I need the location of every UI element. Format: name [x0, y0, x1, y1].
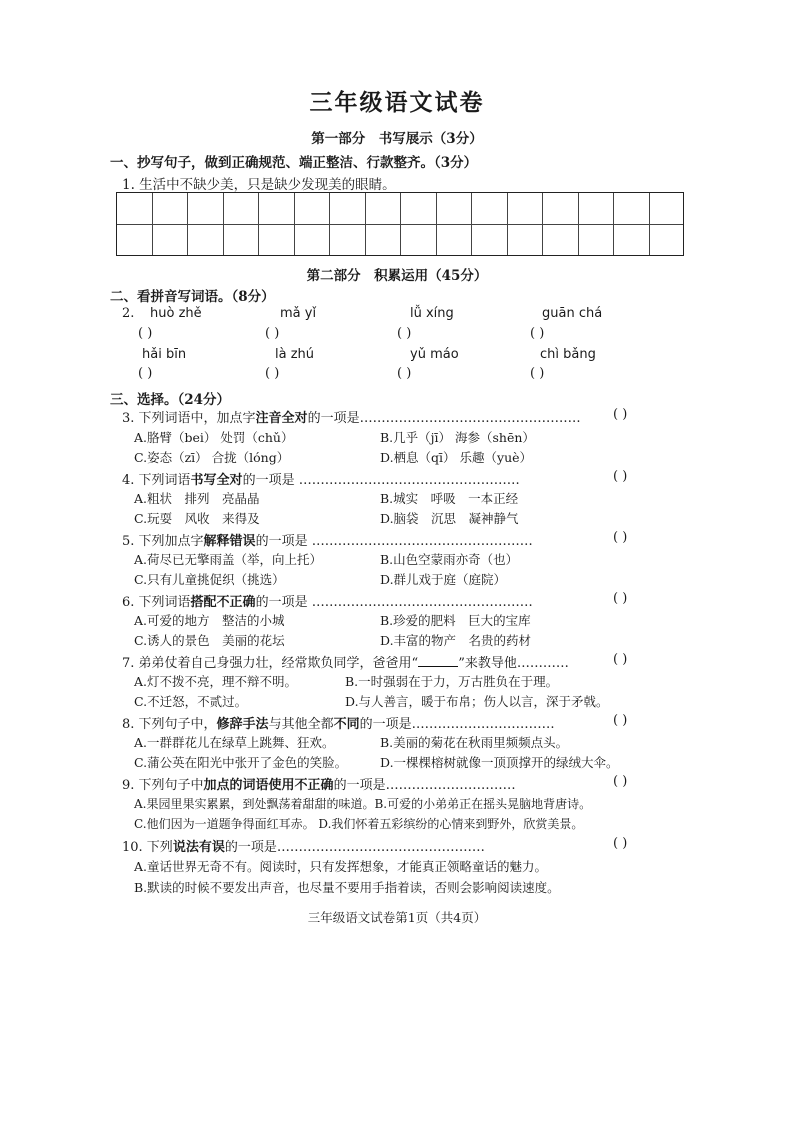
- part-one-heading: 第一部分 书写展示（3分）: [311, 131, 483, 147]
- option-4a: A.粗状 排列 亮晶晶: [134, 491, 260, 506]
- answer-blank[interactable]: ( ): [138, 366, 153, 381]
- answer-blank[interactable]: ( ): [530, 366, 545, 381]
- answer-blank[interactable]: ( ): [530, 326, 545, 341]
- answer-paren-4[interactable]: ( ): [613, 469, 628, 484]
- answer-blank[interactable]: ( ): [138, 326, 153, 341]
- option-4b: B.城实 呼吸 一本正经: [380, 491, 519, 506]
- option-6b: B.珍爱的肥料 巨大的宝库: [380, 613, 531, 628]
- section-one-heading: 一、抄写句子，做到正确规范、端正整洁、行款整齐。（3分）: [110, 155, 478, 171]
- option-8c: C.蒲公英在阳光中张开了金色的笑脸。: [134, 755, 348, 770]
- page-title: 三年级语文试卷: [309, 89, 485, 116]
- option-4c: C.玩耍 风收 来得及: [134, 511, 260, 526]
- option-10a: A.童话世界无奇不有。阅读时，只有发挥想象，才能真正领略童话的魅力。: [134, 859, 548, 874]
- option-5d: D.群儿戏于庭（庭院）: [380, 572, 507, 587]
- answer-paren-9[interactable]: ( ): [613, 774, 628, 789]
- question-8: 8. 下列句子中，修辞手法与其他全都不同的一项是……………………………: [122, 717, 555, 732]
- question-1: 1. 生活中不缺少美，只是缺少发现美的眼睛。: [122, 177, 396, 193]
- option-7c: C.不迁怒，不贰过。: [134, 694, 248, 709]
- part-two-heading: 第二部分 积累运用（45分）: [306, 268, 488, 284]
- option-6c: C.诱人的景色 美丽的花坛: [134, 633, 285, 648]
- answer-blank[interactable]: ( ): [397, 366, 412, 381]
- section-two-heading: 二、看拼音写词语。（8分）: [110, 289, 275, 305]
- option-9cd: C.他们因为一道题争得面红耳赤。 D.我们怀着五彩缤纷的心情来到野外，欣赏美景。: [134, 817, 584, 831]
- option-6d: D.丰富的物产 名贵的药材: [380, 633, 532, 648]
- answer-blank[interactable]: ( ): [265, 366, 280, 381]
- writing-grid[interactable]: [116, 192, 684, 256]
- answer-paren-8[interactable]: ( ): [613, 713, 628, 728]
- option-3d: D.栖息（qī） 乐趣（yuè）: [380, 450, 533, 465]
- question-7: 7. 弟弟仗着自己身强力壮，经常欺负同学，爸爸用“ ”来教导他…………: [122, 656, 569, 671]
- pinyin-3: lǚ xíng: [410, 306, 454, 321]
- answer-paren-10[interactable]: ( ): [613, 836, 628, 851]
- answer-blank[interactable]: ( ): [397, 326, 412, 341]
- pinyin-7: yǔ máo: [410, 347, 459, 362]
- section-three-heading: 三、选择。（24分）: [110, 392, 231, 408]
- option-5c: C.只有儿童挑促织（挑选）: [134, 572, 285, 587]
- question-6: 6. 下列词语搭配不正确的一项是 ……………………………………………: [122, 595, 533, 610]
- pinyin-4: guān chá: [542, 306, 603, 321]
- option-3c: C.姿态（zī） 合拢（lóng）: [134, 450, 290, 465]
- option-8a: A.一群群花儿在绿草上跳舞、狂欢。: [134, 735, 335, 750]
- option-8b: B.美丽的菊花在秋雨里频频点头。: [380, 735, 569, 750]
- pinyin-8: chì bǎng: [540, 347, 596, 362]
- option-10b: B.默读的时候不要发出声音，也尽量不要用手指着读，否则会影响阅读速度。: [134, 880, 560, 895]
- option-4d: D.脑袋 沉思 凝神静气: [380, 511, 519, 526]
- pinyin-1: huò zhě: [150, 306, 202, 321]
- question-10: 10. 下列说法有误的一项是…………………………………………: [122, 840, 485, 855]
- answer-paren-5[interactable]: ( ): [613, 530, 628, 545]
- answer-paren-3[interactable]: ( ): [613, 407, 628, 422]
- question-5: 5. 下列加点字解释错误的一项是 ……………………………………………: [122, 534, 533, 549]
- option-3b: B.几乎（jī） 海参（shēn）: [380, 430, 535, 445]
- option-6a: A.可爱的地方 整洁的小城: [134, 613, 285, 628]
- option-3a: A.胳臂（bei） 处罚（chǔ）: [134, 430, 294, 445]
- fill-blank[interactable]: [418, 666, 458, 667]
- answer-paren-6[interactable]: ( ): [613, 591, 628, 606]
- grid-column-line: [117, 193, 650, 255]
- option-5b: B.山色空蒙雨亦奇（也）: [380, 552, 519, 567]
- option-8d: D.一棵棵榕树就像一顶顶撑开的绿绒大伞。: [380, 755, 619, 770]
- option-7b: B.一时强弱在于力，万古胜负在于理。: [345, 674, 559, 689]
- pinyin-5: hǎi bīn: [142, 347, 187, 362]
- answer-blank[interactable]: ( ): [265, 326, 280, 341]
- page-footer: 三年级语文试卷第1页（共4页）: [307, 910, 487, 925]
- option-9ab: A.果园里果实累累，到处飘荡着甜甜的味道。B.可爱的小弟弟正在摇头晃脑地背唐诗。: [134, 797, 592, 811]
- question-4: 4. 下列词语书写全对的一项是 ……………………………………………: [122, 473, 520, 488]
- pinyin-2: mǎ yǐ: [280, 306, 317, 321]
- question-3: 3. 下列词语中，加点字注音全对的一项是……………………………………………: [122, 411, 581, 426]
- pinyin-6: là zhú: [275, 347, 315, 362]
- answer-paren-7[interactable]: ( ): [613, 652, 628, 667]
- question-9: 9. 下列句子中加点的词语使用不正确的一项是…………………………: [122, 778, 516, 793]
- option-7d: D.与人善言，暖于布帛；伤人以言，深于矛戟。: [345, 694, 609, 709]
- option-7a: A.灯不拨不亮，理不辩不明。: [134, 674, 298, 689]
- option-5a: A.荷尽已无擎雨盖（举，向上托）: [134, 552, 323, 567]
- question-2-label: 2.: [122, 306, 135, 321]
